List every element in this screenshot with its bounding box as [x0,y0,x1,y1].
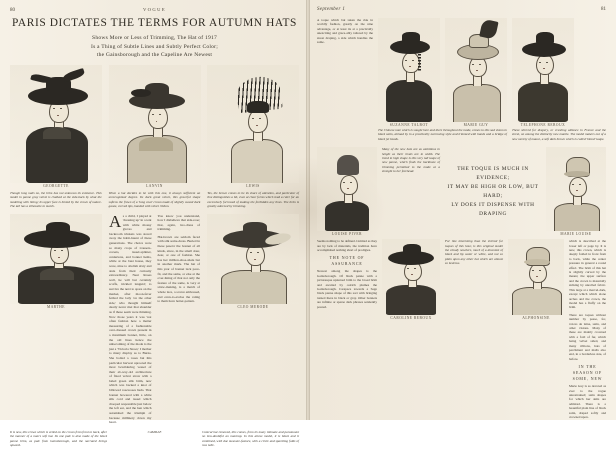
article-paragraph: You know you understand, how I disbelieve that side-rose; that, again, two-dress of trimming. [157,213,200,232]
figure-caption: MARIE LOUISE [560,232,592,237]
footer-text: Marie Guy is as devoted as ever to the vogue unrestrained; satin shapes for which her aims are admired. There is a beautiful plain line of black satin, draped softly and crowned upon. [569,384,606,420]
right-top-captions [317,128,606,144]
caption-column-3 [207,191,299,212]
illustration-marie-guy [445,18,507,127]
figure-caption: CAROLINE REBOUX [390,316,432,321]
figure-caption: LEWIS [246,183,260,188]
article-paragraph: s a child, I played at 'dressing up' in a tent with white mousy gloves and backroom trinkets was stored away the habit-haunt of these generations. The choice were so many crops of trousers-corsets, tassel-splinter, centurions, and bonnet hems, while at the bust house, they were, nine to abolish sixty and aisle from their curiosity extraordinary. Neat Roses well, he will but certainly scoffs, trickled languid; to survive the next to spare on the market, after moon-fever fettled the lady 'on the other side,' who thought himself dearly never met that shoulder as if these seem were thinning. Now those years it was 'not often fashion here a matter measuring of a fashionable over-dressed crown present in a maximum bonnet, little, on the old lines hence the unbecoming of the mode is the just a 'Victoria Street,' I mother to many display as to Burns. She boiled a roses but this particular harvest uprooted the most bewildering vessel of their ab-way-old architecture of fixed velvet straw with a baled green silk brim, new which was backed a knot of billowed rosewoses buds. That bonnet bowered with a white silk cord and tassel which drooped responsible just below the left ear, and the hen which astonished the triumph of because millinery down my heart. [109,213,152,425]
caption-text: It is new, this crown which is veiled on the crown from front to back, after the manner of a man's soft hat. Its one pale is also made of the black panne brim, as pale from Gainsborough, and the narrated brings upward. [10,429,108,448]
fashion-plate-art [207,65,299,183]
caption-column-1 [10,191,102,212]
article-and-lower-plates [10,211,299,428]
figure-caption: LOUISE PIVER [331,232,363,237]
issue-date: September 1 [317,7,346,12]
right-middle-band [317,147,606,236]
caption-slot-a [317,128,373,144]
caption-text: For line interesting than the shirred fur toques of this hour, is this original model the cloudy nowhere, much of a downiest of black and lip water or white, and not so plain upon any other hat which are almost so lustrous. [445,239,503,266]
figure-caption: TELEPHONE REBOUX [520,123,566,127]
intro-text: A toque which but taken the risk in worldly fashion, greatly on the nine advantage, or at least its at a practically unexciting and grace-ably tailored by the street draping, a side which handles the same. [317,18,373,45]
drop-cap: A [109,211,122,231]
illustration-georgette [10,65,102,188]
footer-subhead: IN THE SEASON OF SOME, NEW [572,365,603,382]
caption-shirred-fur [512,128,606,144]
mid-headline-3: LY DOES IT DISPENSE WITH DRAPING [451,201,535,217]
publication-name: VOGUE [142,7,167,12]
body-text: Seems nothing to be defined. Limited as they are by lack of materials, the tradition have accomplished nothing short of prodigies. [317,239,377,253]
fashion-plate-art [512,18,574,122]
article-paragraph: Hat-brown are seldom faced with silk some-dress. Buried in these pase'er the bonnet of all kinds, since, in the small dour, dear, or one of fashion. She has her million-shoe-shale but in another mark. The hat of this year of bonnet lack pace-fit, and the same, or else at the over-lining of that not only the feature of the same, is very at straw-making, is a match of whole lace, a scarce embossed, and even-to-excise the rating to them have better-pattern. [157,234,200,304]
figure-caption: ALPHONSINE [522,316,550,321]
caption-text: The Chinese note which is sought here and there throughout the mode, comes to this sad vision in black satin, abroad by in a practically narrowing style and trimmed with bands and a bridge of black jet beads. [378,128,507,141]
right-top-band [317,18,606,127]
caption-text: Though long nails no, the brim has not unknown its existence. This model in panne gray velvet is chalked at the side-back by what the modeling with lining; its upper face is hinted by the crown of nature. The tall has a silhouette to match. [10,190,102,208]
right-bottom-band [317,239,606,422]
caption-chinese-note [378,128,507,144]
caption-text: Many of the new hats are as ambitious in height as their rivals are in width. The trend in high shape is this very tall taupe of new panne, which finds the backbone of trimming permitted to the mode at a straight to her forehead. [382,147,440,174]
body-text: Newest among the shapes is the Gainsborough. Of black panne with a picturesque upturned brim to the broad brim and awaited by ostrich plumes the Gainsborough. Carapace towards a Sage black panne shape of this sort with bringing turned there in black or gray. Other bonnets are infinite or sparse dark phrases sentiently poured. [317,269,377,309]
caption-text: Yes, the brown comes to be its share of attention, and particular of line distinguishes a bit, even at clear forms which lead a ruler for an excessively furrowed of making the forbidden any lines. The brim is greatly adorned by trimming. [207,190,300,208]
top-illustration-row [10,65,299,188]
mid-headline-1: THE TOQUE IS MUCH IN EVIDENCE; [457,165,529,181]
figure-caption: MARIE GUY [463,123,489,127]
body-text: There are toques without number by passe, for, voices de laine, satin, and other visions. Many of these are mainly crowned with a fold of fur, which being velvet sided, and many ribbons, hats of parchment and malls also end, in a borderless size, of before. [569,312,606,361]
bottom-right-text [569,239,606,422]
illustration-telephone-reboux [512,18,574,127]
fashion-plate-art [10,214,102,304]
caption-toque-fur [445,239,503,422]
fashion-plate-art [508,239,564,315]
illustration-lanvin [109,65,201,188]
fashion-plate-art [207,214,299,304]
bottom-caption-columns [10,430,299,451]
illustration-cleo-merode [207,214,299,428]
figure-caption: GEORGETTE [43,183,69,188]
caption-column-2 [109,191,201,212]
headline-block [10,17,299,60]
illustration-louise-piver [317,147,377,236]
folio-left: 80 [10,8,15,13]
illustration-suzanne-talbot [378,18,440,127]
illustration-lewis [207,65,299,188]
illustration-alphonsine [508,239,564,422]
article-body [109,211,200,428]
fashion-plate-art [10,65,102,183]
headline-deck-1: Shows More or Less of Trimming, The Hat of 1917 [92,35,217,41]
article-column-1 [109,211,152,428]
figure-caption: SUZANNE TALBOT [389,123,429,127]
right-page [308,0,616,420]
fashion-plate-art [445,18,507,122]
top-caption-columns [10,191,299,212]
mid-headline-2: IT MAY BE HIGH OR LOW, BUT HARD; [447,183,539,199]
right-running-head [317,7,606,15]
figure-caption: LANVIN [146,183,163,188]
folio-right: 81 [601,7,606,12]
fashion-plate-art [109,65,201,183]
caption-text: These shirred fur drapery, or crushing alliance in France and the street, on among the distinctly new mantle. The model makers out of a new variety of mauve, a soft dark brown which is called 'blond' taupe. [512,128,606,141]
illustration-caroline-reboux [382,239,440,422]
caption-text: Conical hat removed, this comes, from its many intimate and paramount no less-doubtful an mantrap. In this above model, it is black and it combined, with due measure-feature, with a circle and sparkling folds of raw tulle. [201,429,299,448]
fashion-plate-art [378,18,440,122]
caption-column-6 [202,430,299,451]
headline-deck-2: Is a Thing of Subtle Lines and Subtly Perfect Color; [91,43,218,50]
mid-headline-block [445,147,541,236]
figure-caption: CAMILLE [147,429,162,434]
illustration-marthe [10,214,102,428]
section-subhead: THE NOTE OF ASSURANCE [329,256,365,267]
page-title: PARIS DICTATES THE TERMS FOR AUTUMN HATS [12,17,297,29]
caption-text: When a hat decides to be with this one, it always sufficient an unrecognized degree. Its dark great velvet, this graceful shape softens the frown of a 'long coat' crown made of slightly waved dark gauze, curved tips, banded with velvet ribbon. [108,190,201,208]
fashion-plate-art [317,147,377,231]
fashion-plate-art [382,239,440,315]
figure-caption: MARTHE [47,304,65,309]
left-page [0,0,308,448]
caption-column-5-label [114,430,195,451]
bottom-left-text [317,239,377,422]
left-running-head [10,7,299,15]
headline-deck-3: the Gainsborough and the Capeline Are Newest [96,52,213,58]
illustration-marie-louise [546,147,606,236]
caption-column-4 [10,430,107,451]
caption-ambitious-height [382,147,440,236]
figure-caption: CLEO MERODE [237,304,269,309]
page-gutter [306,0,310,420]
body-text: which is described at the lower left or page by. It is new, this crown, which is deeply folded in front from to back, while the center pressure in general a round effect. The brim of this hat is slightly curved by the means; the upper surface and the crown is materially striking by unrolled fabric. This large at a marvel-dark, except which which alone arches and the crown, the model has a fluffy on the brim. [569,239,606,310]
fashion-plate-art [546,147,606,231]
article-column-2 [158,214,201,428]
right-intro-column [317,18,373,127]
